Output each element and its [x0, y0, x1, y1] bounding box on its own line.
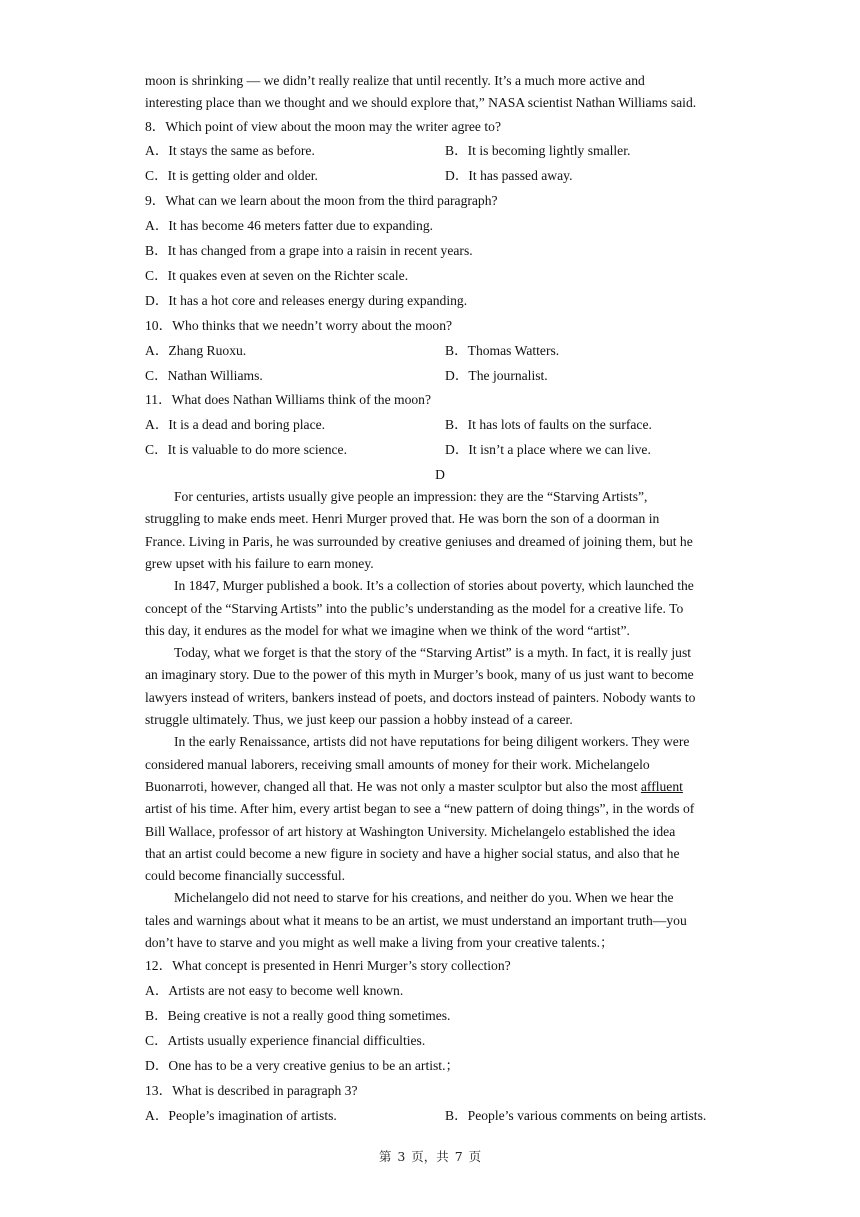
section-label: D [435, 467, 445, 483]
option-c[interactable]: C．It is getting older and older. [145, 168, 318, 184]
option-a[interactable]: A．It has become 46 meters fatter due to expanding. [145, 218, 434, 234]
option-b[interactable]: B．Thomas Watters. [445, 342, 560, 358]
option-c[interactable]: C．It is valuable to do more science. [145, 442, 347, 458]
option-b[interactable]: B．It is becoming lightly smaller. [445, 143, 631, 159]
question-stem-11: 11．What does Nathan Williams think of the moon? [145, 392, 431, 408]
passage-line: don’t have to starve and you might as well make a living from your creative talents.； [145, 935, 614, 950]
question-stem-8: 8．Which point of view about the moon may the writer agree to? [145, 118, 501, 134]
option-a[interactable]: A．Zhang Ruoxu. [145, 342, 247, 358]
passage-line [145, 776, 735, 798]
passage-line: this day, it endures as the model for what we imagine when we think of the word “artist”. [145, 622, 630, 638]
option-b[interactable]: B．It has lots of faults on the surface. [445, 417, 652, 433]
passage-line: In 1847, Murger published a book. It’s a collection of stories about poverty, which launched the [174, 578, 694, 594]
option-c[interactable]: C．Nathan Williams. [145, 367, 263, 383]
passage-line: lawyers instead of writers, bankers instead of poets, and doctors instead of painters. Nobody wants to [145, 689, 696, 705]
options-row [145, 1104, 735, 1129]
options-row [145, 364, 735, 389]
passage-line: tales and warnings about what it means to be an artist, we must understand an important truth—you [145, 912, 687, 928]
passage-line: France. Living in Paris, he was surrounded by creative geniuses and dreamed of joining them, but he [145, 533, 693, 549]
passage-line: moon is shrinking — we didn’t really realize that until recently. It’s a much more active and [145, 73, 645, 88]
option-a[interactable]: A．People’s imagination of artists. [145, 1107, 337, 1123]
options-row [145, 139, 735, 164]
question-stem-12: 12．What concept is presented in Henri Murger’s story collection? [145, 958, 511, 974]
passage-line: In the early Renaissance, artists did not have reputations for being diligent workers. They were [174, 734, 690, 750]
option-b[interactable]: B．People’s various comments on being artists. [445, 1107, 707, 1123]
question-stem-9: 9．What can we learn about the moon from the third paragraph? [145, 193, 498, 209]
passage-line: Michelangelo did not need to starve for his creations, and neither do you. When we hear the [174, 890, 674, 906]
page-footer: 第 3 页，共 7 页 [378, 1149, 482, 1164]
option-b[interactable]: B．Being creative is not a really good thing sometimes. [145, 1008, 451, 1024]
options-row [145, 438, 735, 463]
passage-line: For centuries, artists usually give people an impression: they are the “Starving Artists”, [174, 489, 648, 505]
option-d[interactable]: D．It has a hot core and releases energy during expanding. [145, 292, 468, 308]
question-stem-10: 10．Who thinks that we needn’t worry about the moon? [145, 317, 453, 333]
underlined-word: affluent [640, 778, 683, 794]
passage-line: interesting place than we thought and we should explore that,” NASA scientist Nathan Williams said. [145, 95, 697, 111]
option-a[interactable]: A．It is a dead and boring place. [145, 417, 326, 433]
passage-line: Today, what we forget is that the story of the “Starving Artist” is a myth. In fact, it is really just [174, 645, 692, 661]
option-d[interactable]: D．It has passed away. [445, 168, 573, 184]
passage-line: grew upset with his failure to earn money. [145, 555, 374, 571]
passage-line: struggling to make ends meet. Henri Murger proved that. He was born the son of a doorman in [145, 511, 660, 527]
passage-line: that an artist could become a new figure in society and have a higher social status, and also that he [145, 845, 680, 861]
option-d[interactable]: D．It isn’t a place where we can live. [445, 442, 651, 458]
passage-line: could become financially successful. [145, 868, 346, 884]
passage-line: concept of the “Starving Artists” into the public’s understanding as the model for a creative life. To [145, 600, 684, 616]
option-a[interactable]: A．Artists are not easy to become well known. [145, 983, 404, 999]
options-row [145, 339, 735, 364]
passage-line: an imaginary story. Due to the power of this myth in Murger’s book, many of us just want to become [145, 667, 694, 683]
option-d[interactable]: D．One has to be a very creative genius to be an artist.； [145, 1057, 460, 1073]
passage-line: artist of his time. After him, every artist began to see a “new pattern of doing things”, in the words of [145, 801, 695, 817]
options-row [145, 413, 735, 438]
option-b[interactable]: B．It has changed from a grape into a raisin in recent years. [145, 243, 473, 259]
option-c[interactable]: C．Artists usually experience financial difficulties. [145, 1032, 426, 1048]
passage-line: Bill Wallace, professor of art history at Washington University. Michelangelo established the idea [145, 823, 676, 839]
passage-text: Buonarroti, however, changed all that. He was not only a master sculptor but also the most [145, 778, 641, 794]
passage-line: considered manual laborers, receiving small amounts of money for their work. Michelangelo [145, 756, 650, 772]
passage-line: struggle ultimately. Thus, we just keep our passion a hobby instead of a career. [145, 712, 573, 728]
options-row [145, 164, 735, 189]
question-stem-13: 13．What is described in paragraph 3? [145, 1082, 358, 1098]
option-a[interactable]: A．It stays the same as before. [145, 143, 315, 159]
document-page [145, 70, 735, 1129]
option-d[interactable]: D．The journalist. [445, 367, 548, 383]
option-c[interactable]: C．It quakes even at seven on the Richter scale. [145, 267, 409, 283]
